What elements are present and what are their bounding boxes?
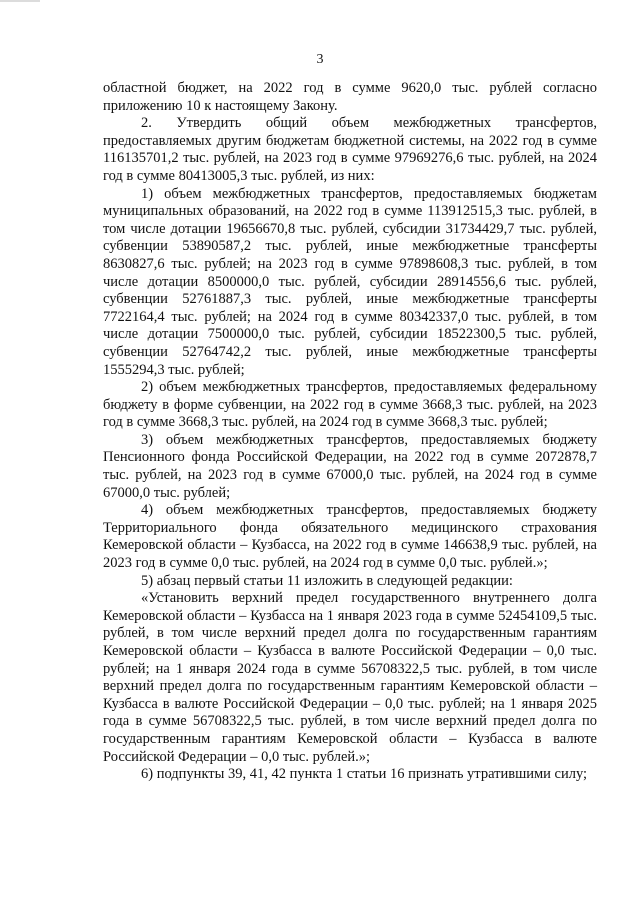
document-body xyxy=(103,80,597,784)
paragraph-item-2: 2. Утвердить общий объем межбюджетных трансфертов, предоставляемых другим бюджетам бюджетной системы, на 2022 год в сумме 116135701,2 тыс. рублей, на 2023 год в сумме 97969276,6 тыс. рублей, на 2024 год в сумме 80413005,3 тыс. рублей, из них: xyxy=(103,115,597,184)
page-number: 3 xyxy=(316,52,324,67)
paragraph-debt-limit-quote: «Установить верхний предел государственного внутреннего долга Кемеровской области – Кузбасса на 1 января 2023 года в сумме 52454109,5 тыс. рублей, в том числе верхний предел долга по государственным гарантиям Кемеровской области – Кузбасса в валюте Российской Федерации – 0,0 тыс. рублей; на 1 января 2024 года в сумме 56708322,5 тыс. рублей, в том числе верхний предел долга по государственным гарантиям Кемеровской области – Кузбасса в валюте Российской Федерации – 0,0 тыс. рублей; на 1 января 2025 года в сумме 56708322,5 тыс. рублей, в том числе верхний предел долга по государственным гарантиям Кемеровской области – Кузбасса в валюте Российской Федерации – 0,0 тыс. рублей.»; xyxy=(103,590,597,765)
paragraph-budget-continuation: областной бюджет, на 2022 год в сумме 9620,0 тыс. рублей согласно приложению 10 к настоящему Закону. xyxy=(103,80,597,114)
scan-edge-mark xyxy=(0,0,40,2)
paragraph-item-5: 5) абзац первый статьи 11 изложить в следующей редакции: xyxy=(141,572,513,589)
paragraph-subitem-1: 1) объем межбюджетных трансфертов, предоставляемых бюджетам муниципальных образований, на 2022 год в сумме 113912515,3 тыс. рублей, в том числе дотации 19656670,8 тыс. рублей, субсидии 31734429,7 тыс. рублей, субвенции 53890587,2 тыс. рублей, иные межбюджетные трансферты 8630827,6 тыс. рублей; на 2023 год в сумме 97898608,3 тыс. рублей, в том числе дотации 8500000,0 тыс. рублей, субсидии 28914556,6 тыс. рублей, субвенции 52761887,3 тыс. рублей, иные межбюджетные трансферты 7722164,4 тыс. рублей; на 2024 год в сумме 80342337,0 тыс. рублей, в том числе дотации 7500000,0 тыс. рублей, субсидии 18522300,5 тыс. рублей, субвенции 52764742,2 тыс. рублей, иные межбюджетные трансферты 1555294,3 тыс. рублей; xyxy=(103,185,597,378)
paragraph-subitem-3: 3) объем межбюджетных трансфертов, предоставляемых бюджету Пенсионного фонда Российской Федерации, на 2022 год в сумме 2072878,7 тыс. рублей, на 2023 год в сумме 67000,0 тыс. рублей, на 2024 год в сумме 67000,0 тыс. рублей; xyxy=(103,431,597,501)
paragraph-subitem-2: 2) объем межбюджетных трансфертов, предоставляемых федеральному бюджету в форме субвенции, на 2022 год в сумме 3668,3 тыс. рублей, на 2023 год в сумме 3668,3 тыс. рублей, на 2024 год в сумме 3668,3 тыс. рублей; xyxy=(103,379,597,431)
paragraph-item-6: 6) подпункты 39, 41, 42 пункта 1 статьи 16 признать утратившими силу; xyxy=(141,766,588,783)
paragraph-subitem-4: 4) объем межбюджетных трансфертов, предоставляемых бюджету Территориального фонда обязательного медицинского страхования Кемеровской области – Кузбасса, на 2022 год в сумме 146638,9 тыс. рублей, на 2023 год в сумме 0,0 тыс. рублей, на 2024 год в сумме 0,0 тыс. рублей.»; xyxy=(103,502,597,572)
